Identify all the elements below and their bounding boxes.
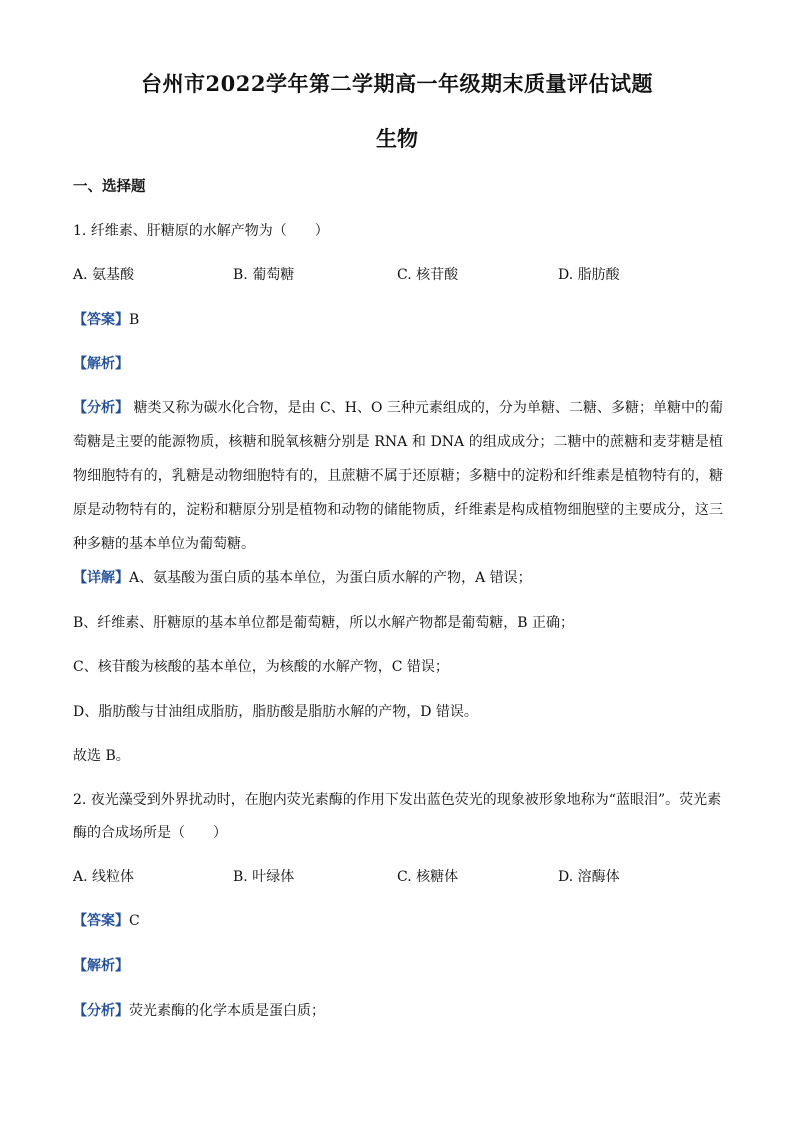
q2-option-b: B. 叶绿体 <box>233 869 295 885</box>
q2-answer-value: C <box>129 913 140 929</box>
q1-answer-tag: 【答案】 <box>73 312 129 328</box>
q1-detail-line-d: D、脂肪酸与甘油组成脂肪，脂肪酸是脂肪水解的产物，D 错误。 <box>73 704 478 720</box>
q1-detail-line-c: C、核苷酸为核酸的基本单位，为核酸的水解产物，C 错误； <box>73 659 449 675</box>
q1-detail-line-a <box>73 568 723 588</box>
q2-stem-line2: 酶的合成场所是（ ） <box>73 825 227 841</box>
q1-detail-line-b: B、纤维素、肝糖原的基本单位都是葡萄糖，所以水解产物都是葡萄糖，B 正确； <box>73 615 575 631</box>
q1-option-b: B. 葡萄糖 <box>233 267 295 283</box>
q1-analysis-paragraph <box>73 391 723 561</box>
subject-title: 生物 <box>376 126 418 151</box>
q2-option-d: D. 溶酶体 <box>558 869 620 885</box>
q1-xiangjie-tag: 【详解】 <box>73 570 129 586</box>
q2-stem-line1: 2. 夜光藻受到外界扰动时，在胞内荧光素酶的作用下发出蓝色荧光的现象被形象地称为“蓝眼泪”。荧光素 <box>73 792 722 808</box>
section-heading: 一、选择题 <box>73 178 146 195</box>
q2-jiexi-tag: 【解析】 <box>73 958 129 974</box>
q1-conclusion: 故选 B。 <box>73 748 130 764</box>
q1-option-d: D. 脂肪酸 <box>558 267 620 283</box>
q1-jiexi-row <box>73 354 723 374</box>
q2-option-c: C. 核糖体 <box>397 869 459 885</box>
q1-detail-a-text: A、氨基酸为蛋白质的基本单位，为蛋白质水解的产物，A 错误； <box>129 570 532 586</box>
q2-option-a: A. 线粒体 <box>73 869 135 885</box>
exam-title: 台州市2022学年第二学期高一年级期末质量评估试题 <box>141 71 653 96</box>
q2-jiexi-row <box>73 956 723 976</box>
q1-option-a: A. 氨基酸 <box>73 267 135 283</box>
q2-fenxi-tag: 【分析】 <box>73 1003 129 1019</box>
q2-answer-tag: 【答案】 <box>73 913 129 929</box>
q1-fenxi-tag: 【分析】 <box>73 400 130 416</box>
q2-analysis-line <box>73 1001 723 1021</box>
q2-answer-row <box>73 911 723 931</box>
q1-option-c: C. 核苷酸 <box>397 267 459 283</box>
q1-answer-row <box>73 310 723 330</box>
q1-stem: 1. 纤维素、肝糖原的水解产物为（ ） <box>73 223 329 239</box>
q1-answer-value: B <box>129 312 140 328</box>
q1-fenxi-text: 糖类又称为碳水化合物，是由 C、H、O 三种元素组成的，分为单糖、二糖、多糖；单糖中的葡萄糖是主要的能源物质，核糖和脱氧核糖分别是 RNA 和 DNA 的组成成分；二糖中的蔗糖和麦芽糖是植物细胞特有的，乳糖是动物细胞特有的，且蔗糖不属于还原糖；多糖中的淀粉和纤维素是植物特有的，糖原是动物特有的，淀粉和糖原分别是植物和动物的储能物质，纤维素是构成植物细胞壁的主要成分，这三种多糖的基本单位为葡萄糖。 <box>73 400 724 552</box>
q1-jiexi-tag: 【解析】 <box>73 356 129 372</box>
q2-fenxi-text: 荧光素酶的化学本质是蛋白质； <box>129 1003 325 1019</box>
